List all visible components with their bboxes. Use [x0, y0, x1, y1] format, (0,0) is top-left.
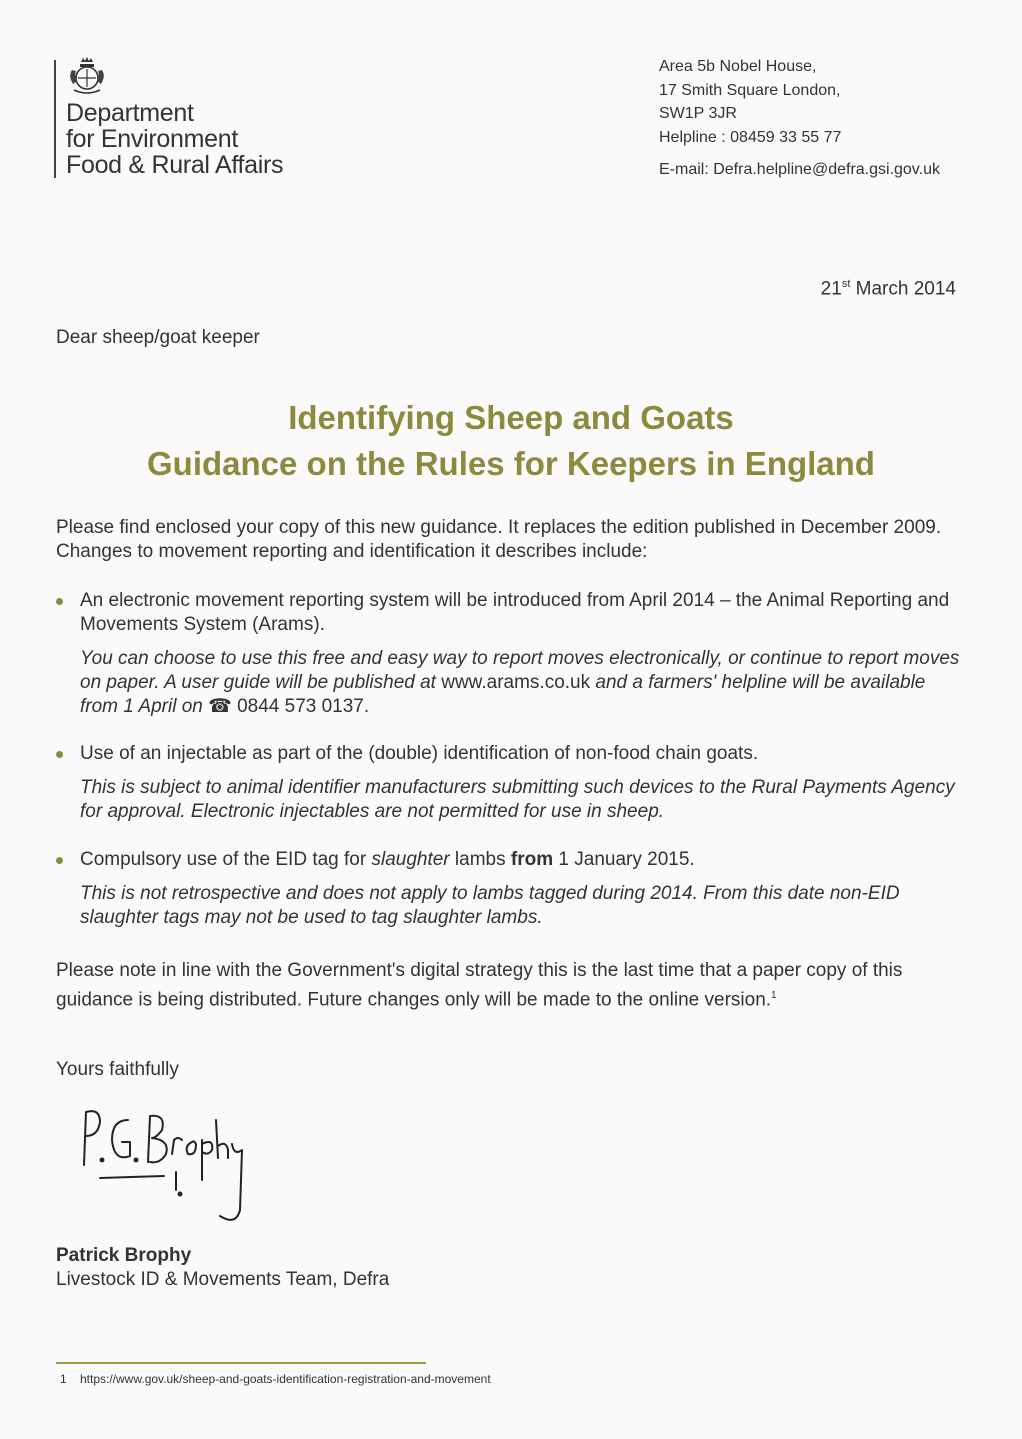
- bullet-2-text: Use of an injectable as part of the (double) identification of non-food chain goats.: [80, 743, 759, 764]
- footnote-number: 1: [60, 1372, 67, 1386]
- bullet-1-note: [80, 647, 960, 719]
- arams-link[interactable]: www.arams.co.uk: [441, 672, 591, 693]
- bullet-1-note-b: and a farmers' helpline will be available from 1 April on: [80, 672, 926, 717]
- bullet-1-text: An electronic movement reporting system will be introduced from April 2014 – the Animal Reporting and Movements System (Arams).: [80, 590, 950, 635]
- crest-icon: [64, 56, 110, 96]
- department-line-1: Department: [66, 99, 194, 127]
- bullet-dot: [56, 598, 63, 605]
- department-line-2: for Environment: [66, 125, 238, 153]
- address-line-3: SW1P 3JR: [659, 105, 737, 122]
- bullet-dot: [56, 751, 63, 758]
- email-line: E-mail: Defra.helpline@defra.gsi.gov.uk: [659, 161, 940, 178]
- title-line-2: Guidance on the Rules for Keepers in England: [147, 445, 875, 482]
- bullet-item-1: [80, 589, 960, 719]
- signature: [64, 1100, 244, 1230]
- title-line-1: Identifying Sheep and Goats: [288, 399, 734, 436]
- department-line-3: Food & Rural Affairs: [66, 151, 284, 179]
- closing-text: Please note in line with the Government's digital strategy this is the last time that a paper copy of this guidance is being distributed. Future changes only will be made to the online version.: [56, 960, 903, 1011]
- date-suffix: st: [841, 278, 851, 290]
- signer-name: Patrick Brophy: [56, 1245, 192, 1266]
- bullet-dot: [56, 857, 63, 864]
- sign-off: Yours faithfully: [56, 1059, 179, 1080]
- helpline: Helpline : 08459 33 55 77: [659, 128, 842, 146]
- footnote-link[interactable]: https://www.gov.uk/sheep-and-goats-identification-registration-and-movement: [80, 1372, 491, 1386]
- bullet-item-2: [80, 742, 960, 824]
- salutation: Dear sheep/goat keeper: [56, 327, 260, 348]
- address-line-2: 17 Smith Square London,: [659, 81, 841, 99]
- footnote-divider: [56, 1362, 426, 1364]
- bullet-3-note: This is not retrospective and does not apply to lambs tagged during 2014. From this date non-EID slaughter tags may not be used to tag slaughter lambs.: [80, 883, 900, 928]
- letter-date: [821, 278, 956, 300]
- bullet-3-text-b: lambs: [449, 849, 511, 870]
- closing-paragraph: [56, 958, 966, 1012]
- date-rest: March 2014: [850, 278, 956, 300]
- phone-icon: ☎: [208, 696, 232, 717]
- bullet-3-text-em: slaughter: [371, 849, 450, 870]
- address-line-1: Area 5b Nobel House,: [659, 58, 817, 75]
- footnote-ref: 1: [771, 990, 777, 1001]
- bullet-3-text-strong: from: [510, 849, 554, 870]
- bullet-item-3: [80, 848, 960, 930]
- bullet-2-note: This is subject to animal identifier manufacturers submitting such devices to the Rural Payments Agency for approval. Electronic injectables are not permitted for use in sheep.: [80, 777, 955, 822]
- helpline-number: 0844 573 0137: [231, 696, 364, 717]
- sender-address: [659, 55, 940, 182]
- bullet-3-text-a: Compulsory use of the EID tag for: [80, 849, 372, 870]
- signer-team: Livestock ID & Movements Team, Defra: [56, 1269, 390, 1290]
- logo-divider: [54, 60, 56, 178]
- department-name: [66, 100, 283, 178]
- document-title: [0, 395, 1022, 487]
- bullet-3-text-c: 1 January 2015.: [553, 849, 695, 870]
- bullet-1-note-a: You can choose to use this free and easy way to report moves electronically, or continue to report moves on paper. A user guide will be published at: [80, 648, 960, 693]
- intro-paragraph: Please find enclosed your copy of this new guidance. It replaces the edition published in December 2009. Changes to movement reporting and identification it describes include:: [56, 517, 942, 562]
- footnote: [60, 1372, 491, 1386]
- bullet-3-text: [80, 848, 960, 872]
- bullet-1-note-end: .: [363, 696, 370, 717]
- date-day: 21: [820, 278, 842, 300]
